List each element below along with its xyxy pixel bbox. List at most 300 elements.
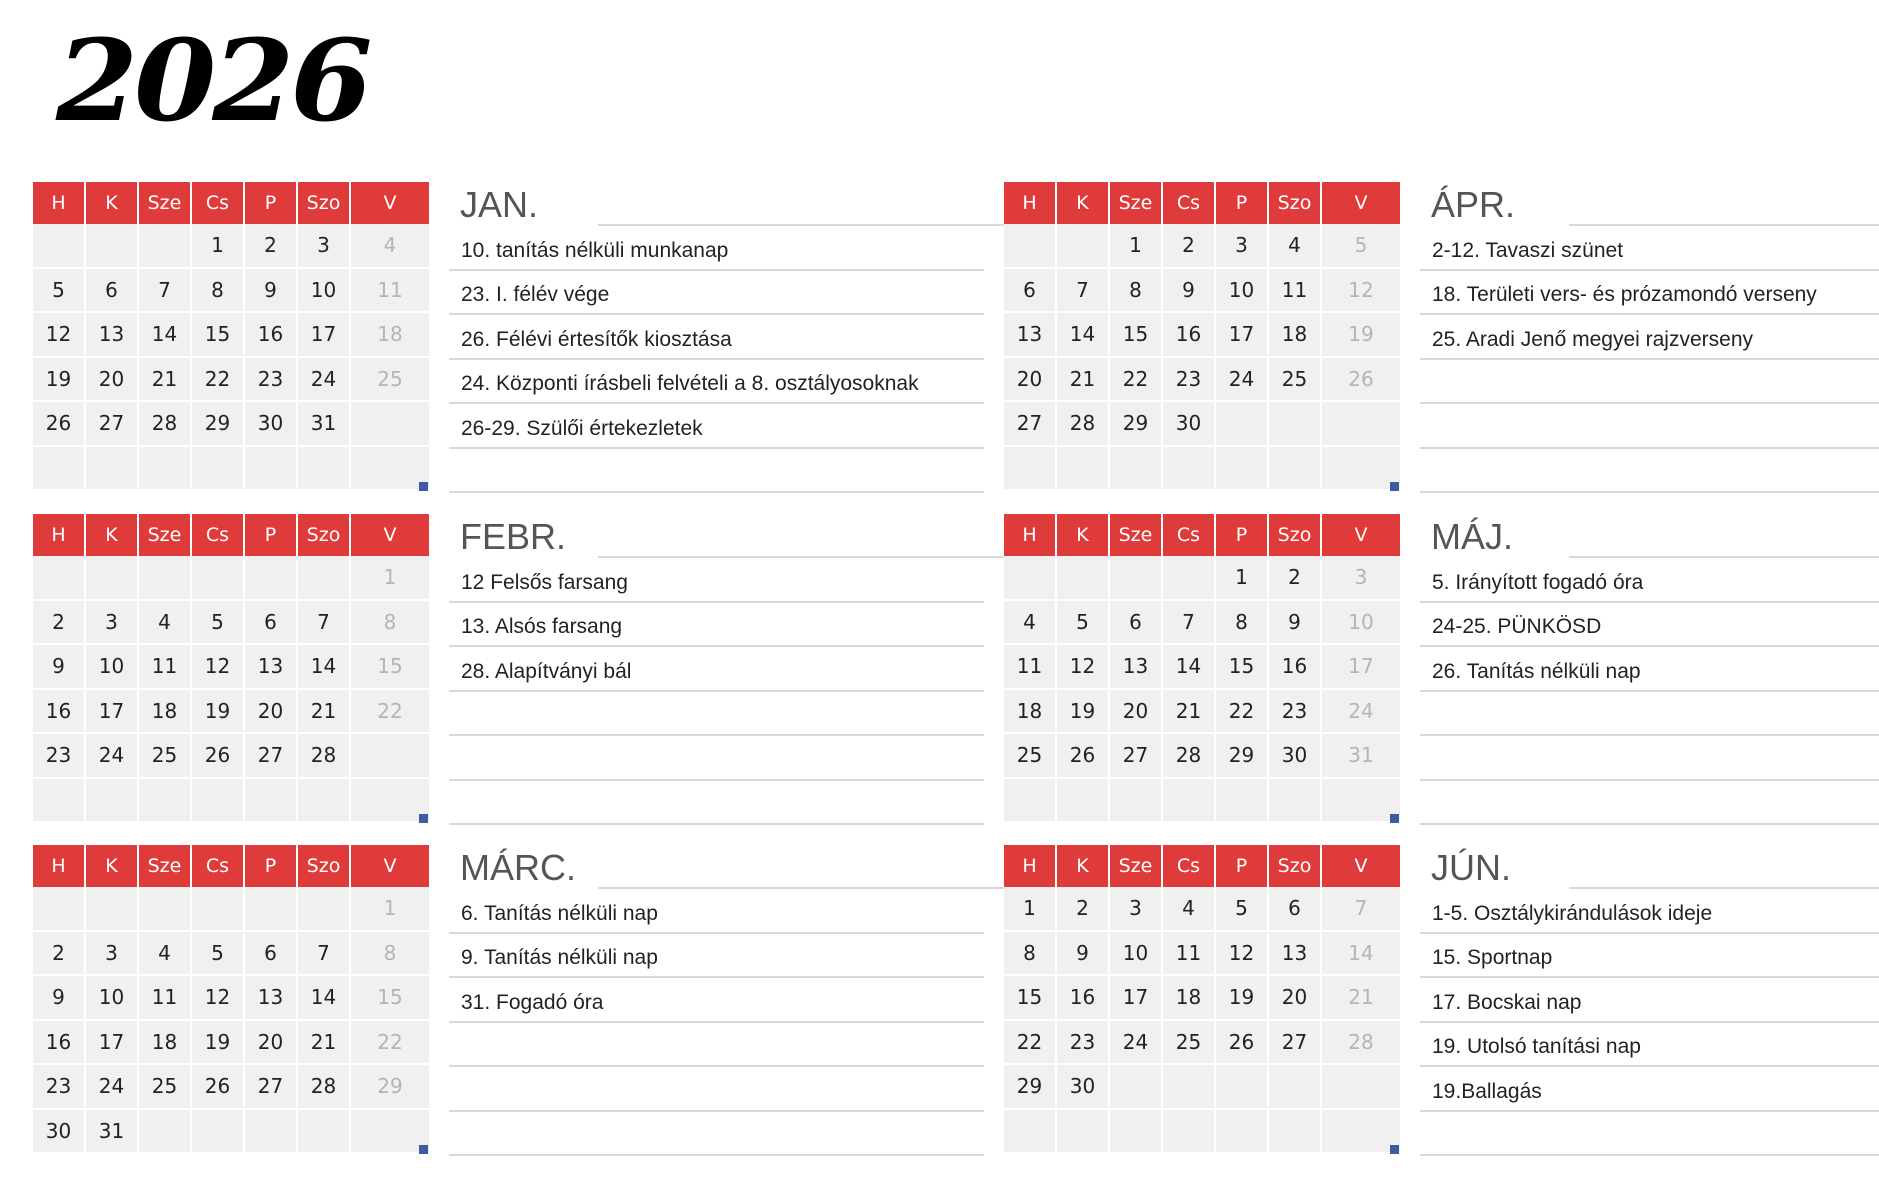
- day-cell[interactable]: [1322, 779, 1400, 824]
- day-cell[interactable]: 27: [245, 1065, 298, 1110]
- day-cell[interactable]: 31: [1322, 734, 1400, 779]
- event-line[interactable]: [1420, 360, 1879, 405]
- day-cell[interactable]: [1216, 402, 1269, 447]
- day-cell[interactable]: 16: [33, 690, 86, 735]
- day-cell[interactable]: 18: [1004, 690, 1057, 735]
- day-cell[interactable]: 2: [1163, 224, 1216, 269]
- day-cell[interactable]: 25: [351, 358, 429, 403]
- day-cell[interactable]: 20: [245, 1021, 298, 1066]
- day-cell[interactable]: 28: [1322, 1021, 1400, 1066]
- week-row: [33, 932, 429, 977]
- day-cell[interactable]: 1: [1110, 224, 1163, 269]
- day-cell[interactable]: 4: [1269, 224, 1322, 269]
- day-cell[interactable]: 9: [33, 645, 86, 690]
- day-cell[interactable]: 10: [1216, 269, 1269, 314]
- day-cell[interactable]: [1269, 1065, 1322, 1110]
- day-cell[interactable]: 5: [1322, 224, 1400, 269]
- day-cell[interactable]: 17: [1216, 313, 1269, 358]
- day-cell[interactable]: 11: [1163, 932, 1216, 977]
- event-line[interactable]: [1420, 449, 1879, 494]
- table-resize-handle[interactable]: [419, 1145, 428, 1154]
- weekday-label: Szo: [298, 514, 351, 556]
- day-cell[interactable]: 24: [86, 1065, 139, 1110]
- day-cell[interactable]: 4: [139, 601, 192, 646]
- table-resize-handle[interactable]: [419, 482, 428, 491]
- day-cell[interactable]: 25: [139, 734, 192, 779]
- day-cell[interactable]: 24: [1110, 1021, 1163, 1066]
- day-cell[interactable]: 25: [1004, 734, 1057, 779]
- day-cell[interactable]: 13: [1110, 645, 1163, 690]
- day-cell[interactable]: 9: [1057, 932, 1110, 977]
- event-line[interactable]: 26-29. Szülői értekezletek: [449, 404, 984, 449]
- day-cell[interactable]: 12: [192, 976, 245, 1021]
- day-cell[interactable]: [33, 779, 86, 824]
- day-cell[interactable]: 28: [298, 734, 351, 779]
- day-cell[interactable]: 4: [1163, 887, 1216, 932]
- event-line[interactable]: 18. Területi vers- és prózamondó verseny: [1420, 271, 1879, 316]
- day-cell[interactable]: 12: [1216, 932, 1269, 977]
- day-cell[interactable]: [1004, 556, 1057, 601]
- day-cell[interactable]: 3: [298, 224, 351, 269]
- day-cell[interactable]: 14: [139, 313, 192, 358]
- day-cell[interactable]: 27: [245, 734, 298, 779]
- day-cell[interactable]: [139, 224, 192, 269]
- day-cell[interactable]: 19: [1216, 976, 1269, 1021]
- day-cell[interactable]: [1216, 447, 1269, 492]
- day-cell[interactable]: [351, 779, 429, 824]
- day-cell[interactable]: 25: [1269, 358, 1322, 403]
- day-cell[interactable]: [1269, 402, 1322, 447]
- day-cell[interactable]: 23: [33, 734, 86, 779]
- day-cell[interactable]: 17: [1322, 645, 1400, 690]
- event-line[interactable]: [1420, 1112, 1879, 1157]
- day-cell[interactable]: 25: [1163, 1021, 1216, 1066]
- day-cell[interactable]: 29: [1216, 734, 1269, 779]
- day-cell[interactable]: 18: [139, 690, 192, 735]
- day-cell[interactable]: 29: [192, 402, 245, 447]
- day-cell[interactable]: [1110, 1065, 1163, 1110]
- event-line[interactable]: 24-25. PÜNKÖSD: [1420, 603, 1879, 648]
- day-cell[interactable]: [1004, 447, 1057, 492]
- day-cell[interactable]: [298, 887, 351, 932]
- event-line[interactable]: 26. Tanítás nélküli nap: [1420, 647, 1879, 692]
- day-cell[interactable]: [192, 779, 245, 824]
- day-cell[interactable]: 15: [1216, 645, 1269, 690]
- day-cell[interactable]: 24: [298, 358, 351, 403]
- day-cell[interactable]: 23: [1163, 358, 1216, 403]
- day-cell[interactable]: [1216, 1110, 1269, 1155]
- day-cell[interactable]: [1163, 779, 1216, 824]
- day-cell[interactable]: 8: [1216, 601, 1269, 646]
- day-cell[interactable]: 9: [33, 976, 86, 1021]
- day-cell[interactable]: [86, 556, 139, 601]
- day-cell[interactable]: [1163, 1065, 1216, 1110]
- day-cell[interactable]: 20: [245, 690, 298, 735]
- day-cell[interactable]: 9: [1163, 269, 1216, 314]
- day-cell[interactable]: 2: [1269, 556, 1322, 601]
- day-cell[interactable]: [1057, 224, 1110, 269]
- day-cell[interactable]: [192, 1110, 245, 1155]
- day-cell[interactable]: 13: [1004, 313, 1057, 358]
- day-cell[interactable]: 15: [351, 976, 429, 1021]
- event-line[interactable]: [1420, 404, 1879, 449]
- day-cell[interactable]: 5: [1216, 887, 1269, 932]
- table-resize-handle[interactable]: [1390, 814, 1399, 823]
- day-cell[interactable]: [1110, 556, 1163, 601]
- day-cell[interactable]: [1322, 402, 1400, 447]
- event-line[interactable]: 1-5. Osztálykirándulások ideje: [1420, 889, 1879, 934]
- day-cell[interactable]: [1057, 779, 1110, 824]
- day-cell[interactable]: [1269, 447, 1322, 492]
- day-cell[interactable]: [298, 779, 351, 824]
- event-line[interactable]: 10. tanítás nélküli munkanap: [449, 226, 984, 271]
- event-line[interactable]: 17. Bocskai nap: [1420, 978, 1879, 1023]
- month-block: [33, 514, 963, 839]
- day-cell[interactable]: 28: [139, 402, 192, 447]
- day-cell[interactable]: 10: [298, 269, 351, 314]
- day-cell[interactable]: 10: [86, 976, 139, 1021]
- day-cell[interactable]: 12: [33, 313, 86, 358]
- day-cell[interactable]: [1057, 1110, 1110, 1155]
- day-cell[interactable]: 23: [245, 358, 298, 403]
- day-cell[interactable]: 4: [1004, 601, 1057, 646]
- day-cell[interactable]: 17: [86, 1021, 139, 1066]
- day-cell[interactable]: 30: [1163, 402, 1216, 447]
- event-line[interactable]: 6. Tanítás nélküli nap: [449, 889, 984, 934]
- day-cell[interactable]: 14: [298, 976, 351, 1021]
- day-cell[interactable]: 29: [351, 1065, 429, 1110]
- table-resize-handle[interactable]: [1390, 1145, 1399, 1154]
- day-cell[interactable]: 21: [139, 358, 192, 403]
- day-cell[interactable]: 29: [1004, 1065, 1057, 1110]
- event-line[interactable]: 24. Központi írásbeli felvételi a 8. osztályosoknak: [449, 360, 984, 405]
- event-line[interactable]: 26. Félévi értesítők kiosztása: [449, 315, 984, 360]
- day-cell[interactable]: 7: [1322, 887, 1400, 932]
- day-cell[interactable]: 30: [1057, 1065, 1110, 1110]
- day-cell[interactable]: 13: [86, 313, 139, 358]
- day-cell[interactable]: 6: [1269, 887, 1322, 932]
- event-line[interactable]: 19.Ballagás: [1420, 1067, 1879, 1112]
- event-line[interactable]: [449, 1067, 984, 1112]
- day-cell[interactable]: [1269, 1110, 1322, 1155]
- day-cell[interactable]: [86, 224, 139, 269]
- day-cell[interactable]: 19: [192, 690, 245, 735]
- day-cell[interactable]: 13: [245, 976, 298, 1021]
- event-line[interactable]: [449, 692, 984, 737]
- day-cell[interactable]: 19: [33, 358, 86, 403]
- day-cell[interactable]: [245, 447, 298, 492]
- day-cell[interactable]: 6: [1110, 601, 1163, 646]
- day-cell[interactable]: [1004, 224, 1057, 269]
- day-cell[interactable]: 18: [139, 1021, 192, 1066]
- day-cell[interactable]: [1057, 556, 1110, 601]
- day-cell[interactable]: 7: [139, 269, 192, 314]
- day-cell[interactable]: [351, 447, 429, 492]
- event-line[interactable]: [449, 1112, 984, 1157]
- day-cell[interactable]: [1322, 447, 1400, 492]
- event-line[interactable]: [1420, 781, 1879, 826]
- day-cell[interactable]: 6: [86, 269, 139, 314]
- day-cell[interactable]: 20: [1110, 690, 1163, 735]
- event-line[interactable]: 2-12. Tavaszi szünet: [1420, 226, 1879, 271]
- day-cell[interactable]: 26: [1216, 1021, 1269, 1066]
- day-cell[interactable]: 2: [33, 601, 86, 646]
- day-cell[interactable]: 22: [351, 1021, 429, 1066]
- day-cell[interactable]: 8: [1004, 932, 1057, 977]
- day-cell[interactable]: 8: [1110, 269, 1163, 314]
- day-cell[interactable]: 21: [1163, 690, 1216, 735]
- day-cell[interactable]: 22: [351, 690, 429, 735]
- day-cell[interactable]: 13: [245, 645, 298, 690]
- day-cell[interactable]: 14: [1163, 645, 1216, 690]
- event-line[interactable]: [449, 449, 984, 494]
- event-line[interactable]: 28. Alapítványi bál: [449, 647, 984, 692]
- day-cell[interactable]: 30: [1269, 734, 1322, 779]
- day-cell[interactable]: [1004, 779, 1057, 824]
- day-cell[interactable]: 27: [1004, 402, 1057, 447]
- event-line[interactable]: [449, 781, 984, 826]
- day-cell[interactable]: [1216, 1065, 1269, 1110]
- day-cell[interactable]: [139, 447, 192, 492]
- day-cell[interactable]: [139, 556, 192, 601]
- event-line[interactable]: [1420, 736, 1879, 781]
- day-cell[interactable]: 5: [33, 269, 86, 314]
- day-cell[interactable]: [192, 556, 245, 601]
- day-cell[interactable]: 19: [1322, 313, 1400, 358]
- day-cell[interactable]: 26: [33, 402, 86, 447]
- day-cell[interactable]: [86, 447, 139, 492]
- day-cell[interactable]: [245, 887, 298, 932]
- day-cell[interactable]: [245, 1110, 298, 1155]
- day-cell[interactable]: 23: [1269, 690, 1322, 735]
- day-cell[interactable]: 22: [1004, 1021, 1057, 1066]
- day-cell[interactable]: 26: [1322, 358, 1400, 403]
- day-cell[interactable]: 27: [86, 402, 139, 447]
- day-cell[interactable]: 11: [139, 645, 192, 690]
- day-cell[interactable]: 15: [1004, 976, 1057, 1021]
- day-cell[interactable]: 20: [1269, 976, 1322, 1021]
- day-cell[interactable]: 6: [245, 932, 298, 977]
- day-cell[interactable]: 17: [298, 313, 351, 358]
- day-cell[interactable]: [1110, 1110, 1163, 1155]
- day-cell[interactable]: [86, 887, 139, 932]
- day-cell[interactable]: [351, 1110, 429, 1155]
- day-cell[interactable]: [245, 556, 298, 601]
- day-cell[interactable]: 20: [1004, 358, 1057, 403]
- day-cell[interactable]: [192, 887, 245, 932]
- day-cell[interactable]: 26: [1057, 734, 1110, 779]
- day-cell[interactable]: [33, 224, 86, 269]
- day-cell[interactable]: 28: [298, 1065, 351, 1110]
- day-cell[interactable]: 11: [1004, 645, 1057, 690]
- day-cell[interactable]: 31: [298, 402, 351, 447]
- day-cell[interactable]: [86, 779, 139, 824]
- day-cell[interactable]: [298, 447, 351, 492]
- day-cell[interactable]: 17: [86, 690, 139, 735]
- day-cell[interactable]: [1110, 447, 1163, 492]
- day-cell[interactable]: 7: [1163, 601, 1216, 646]
- day-cell[interactable]: 9: [1269, 601, 1322, 646]
- day-cell[interactable]: 18: [1163, 976, 1216, 1021]
- event-line[interactable]: 13. Alsós farsang: [449, 603, 984, 648]
- day-cell[interactable]: 12: [192, 645, 245, 690]
- day-cell[interactable]: 1: [351, 887, 429, 932]
- day-cell[interactable]: 22: [1216, 690, 1269, 735]
- day-cell[interactable]: 2: [1057, 887, 1110, 932]
- day-cell[interactable]: 7: [298, 932, 351, 977]
- day-cell[interactable]: 8: [351, 932, 429, 977]
- day-cell[interactable]: 30: [245, 402, 298, 447]
- day-cell[interactable]: 27: [1110, 734, 1163, 779]
- day-cell[interactable]: 3: [1322, 556, 1400, 601]
- day-cell[interactable]: [298, 1110, 351, 1155]
- event-line[interactable]: 5. Irányított fogadó óra: [1420, 558, 1879, 603]
- day-cell[interactable]: 25: [139, 1065, 192, 1110]
- day-cell[interactable]: 20: [86, 358, 139, 403]
- day-cell[interactable]: [1163, 447, 1216, 492]
- day-cell[interactable]: [1216, 779, 1269, 824]
- table-resize-handle[interactable]: [419, 814, 428, 823]
- day-cell[interactable]: 3: [1110, 887, 1163, 932]
- day-cell[interactable]: 24: [1216, 358, 1269, 403]
- day-cell[interactable]: 22: [1110, 358, 1163, 403]
- day-cell[interactable]: [139, 779, 192, 824]
- day-cell[interactable]: 1: [192, 224, 245, 269]
- day-cell[interactable]: 16: [245, 313, 298, 358]
- day-cell[interactable]: [351, 734, 429, 779]
- day-cell[interactable]: 6: [245, 601, 298, 646]
- event-line[interactable]: 12 Felsős farsang: [449, 558, 984, 603]
- day-cell[interactable]: 24: [86, 734, 139, 779]
- day-cell[interactable]: [1322, 1110, 1400, 1155]
- event-line[interactable]: 25. Aradi Jenő megyei rajzverseny: [1420, 315, 1879, 360]
- day-cell[interactable]: 18: [351, 313, 429, 358]
- day-cell[interactable]: 1: [351, 556, 429, 601]
- day-cell[interactable]: [245, 779, 298, 824]
- day-cell[interactable]: 5: [192, 601, 245, 646]
- day-cell[interactable]: 29: [1110, 402, 1163, 447]
- day-cell[interactable]: [139, 1110, 192, 1155]
- event-line[interactable]: [1420, 692, 1879, 737]
- day-cell[interactable]: 10: [86, 645, 139, 690]
- day-cell[interactable]: 14: [1057, 313, 1110, 358]
- day-cell[interactable]: 16: [1057, 976, 1110, 1021]
- day-cell[interactable]: [1322, 1065, 1400, 1110]
- weekday-label: V: [1322, 514, 1400, 556]
- day-cell[interactable]: 28: [1057, 402, 1110, 447]
- day-cell[interactable]: 16: [33, 1021, 86, 1066]
- day-cell[interactable]: 21: [1057, 358, 1110, 403]
- day-cell[interactable]: 4: [351, 224, 429, 269]
- event-line[interactable]: 31. Fogadó óra: [449, 978, 984, 1023]
- day-cell[interactable]: 19: [192, 1021, 245, 1066]
- day-cell[interactable]: 26: [192, 1065, 245, 1110]
- day-cell[interactable]: 13: [1269, 932, 1322, 977]
- day-cell[interactable]: 15: [192, 313, 245, 358]
- day-cell[interactable]: 10: [1110, 932, 1163, 977]
- day-cell[interactable]: 14: [298, 645, 351, 690]
- day-cell[interactable]: 8: [192, 269, 245, 314]
- day-cell[interactable]: 11: [139, 976, 192, 1021]
- day-cell[interactable]: 12: [1322, 269, 1400, 314]
- day-cell[interactable]: [139, 887, 192, 932]
- week-row: [1004, 690, 1400, 735]
- day-cell[interactable]: [1004, 1110, 1057, 1155]
- event-line[interactable]: [449, 736, 984, 781]
- day-cell[interactable]: 12: [1057, 645, 1110, 690]
- day-cell[interactable]: 26: [192, 734, 245, 779]
- day-cell[interactable]: 15: [351, 645, 429, 690]
- day-cell[interactable]: 28: [1163, 734, 1216, 779]
- day-cell[interactable]: 21: [298, 1021, 351, 1066]
- day-cell[interactable]: 22: [192, 358, 245, 403]
- day-cell[interactable]: 17: [1110, 976, 1163, 1021]
- day-cell[interactable]: [1163, 1110, 1216, 1155]
- day-cell[interactable]: 8: [351, 601, 429, 646]
- day-cell[interactable]: 27: [1269, 1021, 1322, 1066]
- event-line[interactable]: 23. I. félév vége: [449, 271, 984, 316]
- day-cell[interactable]: 1: [1004, 887, 1057, 932]
- day-cell[interactable]: 21: [298, 690, 351, 735]
- day-cell[interactable]: [192, 447, 245, 492]
- event-line[interactable]: 9. Tanítás nélküli nap: [449, 934, 984, 979]
- day-cell[interactable]: [298, 556, 351, 601]
- day-cell[interactable]: 4: [139, 932, 192, 977]
- weekday-label: K: [1057, 845, 1110, 887]
- day-cell[interactable]: 16: [1269, 645, 1322, 690]
- day-cell[interactable]: 5: [1057, 601, 1110, 646]
- day-cell[interactable]: 1: [1216, 556, 1269, 601]
- day-cell[interactable]: 7: [298, 601, 351, 646]
- day-cell[interactable]: [33, 447, 86, 492]
- event-line[interactable]: 15. Sportnap: [1420, 934, 1879, 979]
- day-cell[interactable]: 3: [86, 932, 139, 977]
- day-cell[interactable]: 3: [1216, 224, 1269, 269]
- day-cell[interactable]: 11: [351, 269, 429, 314]
- event-line[interactable]: 19. Utolsó tanítási nap: [1420, 1023, 1879, 1068]
- day-cell[interactable]: 7: [1057, 269, 1110, 314]
- day-cell[interactable]: 6: [1004, 269, 1057, 314]
- day-cell[interactable]: 19: [1057, 690, 1110, 735]
- day-cell[interactable]: 11: [1269, 269, 1322, 314]
- day-cell[interactable]: 10: [1322, 601, 1400, 646]
- day-cell[interactable]: 23: [33, 1065, 86, 1110]
- day-cell[interactable]: 30: [33, 1110, 86, 1155]
- event-line[interactable]: [449, 1023, 984, 1068]
- day-cell[interactable]: [351, 402, 429, 447]
- day-cell[interactable]: 23: [1057, 1021, 1110, 1066]
- day-cell[interactable]: 2: [245, 224, 298, 269]
- day-cell[interactable]: 18: [1269, 313, 1322, 358]
- day-cell[interactable]: 31: [86, 1110, 139, 1155]
- day-cell[interactable]: 15: [1110, 313, 1163, 358]
- day-cell[interactable]: [33, 887, 86, 932]
- day-cell[interactable]: 14: [1322, 932, 1400, 977]
- day-cell[interactable]: 24: [1322, 690, 1400, 735]
- day-cell[interactable]: [33, 556, 86, 601]
- table-resize-handle[interactable]: [1390, 482, 1399, 491]
- day-cell[interactable]: 3: [86, 601, 139, 646]
- day-cell[interactable]: 5: [192, 932, 245, 977]
- day-cell[interactable]: 21: [1322, 976, 1400, 1021]
- day-cell[interactable]: [1163, 556, 1216, 601]
- day-cell[interactable]: [1269, 779, 1322, 824]
- day-cell[interactable]: [1057, 447, 1110, 492]
- day-cell[interactable]: 16: [1163, 313, 1216, 358]
- day-cell[interactable]: 9: [245, 269, 298, 314]
- day-cell[interactable]: 2: [33, 932, 86, 977]
- day-cell[interactable]: [1110, 779, 1163, 824]
